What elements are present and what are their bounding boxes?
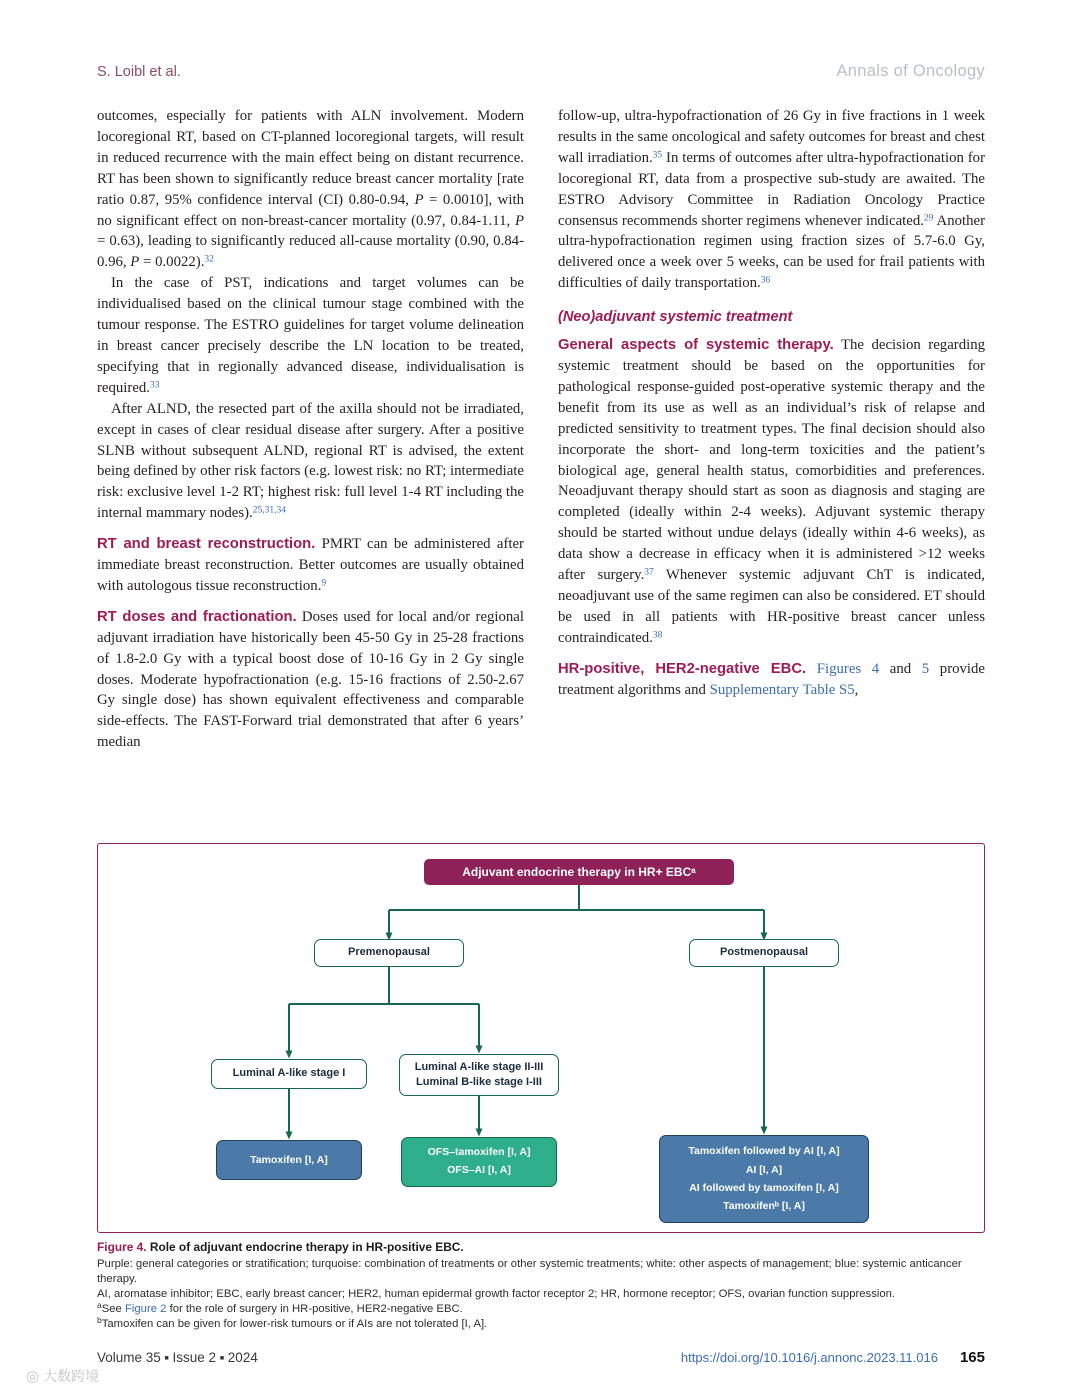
flow-node-line: AI followed by tamoxifen [I, A] (689, 1182, 839, 1194)
flow-node-line: Luminal A-like stage II-III (414, 1060, 544, 1073)
text-segment: RT doses and fractionation. (97, 608, 297, 625)
flow-node-luminal-a-stage1 (211, 1059, 367, 1089)
page-footer (97, 1349, 985, 1366)
flow-node-line: OFS–tamoxifen [I, A] (427, 1146, 531, 1159)
paragraph-general-aspects: General aspects of systemic therapy. The decision regarding systemic treatment should be based on the opportunities for pathological response-guided post-operative systemic therapy and the benefit from its use as well as an individual’s risk of relapse and predicted sensitivity to treatment types. The final decision should also incorporate the short- and long-term toxicities and the patient’s biological age, general health status, comorbidities and preferences. Neoadjuvant therapy should start as soon as diagnosis and staging are completed (ideally within 2-4 weeks). Adjuvant systemic therapy should be started without undue delays (ideally within 4-6 weeks), as data show a decrease in efficacy when it is administered >12 weeks after surgery.$^{37}$ Whenever systemic adjuvant ChT is indicated, neoadjuvant use of the same regimen can also be considered. ET should be used in all patients with HR-positive breast cancer unless contraindicated.$^{38}$ (558, 337, 985, 646)
right-column (558, 106, 985, 700)
watermark (26, 1366, 99, 1386)
citation-ref[interactable]: 37 (644, 567, 654, 578)
inline-link[interactable]: Supplementary Table S5 (709, 681, 855, 698)
flow-node-line: AI [I, A] (745, 1163, 783, 1176)
watermark-text: 大数跨境 (43, 1368, 100, 1384)
text-segment: P (130, 254, 140, 271)
text-segment: General aspects of systemic therapy. (558, 337, 834, 354)
flow-node-label: Adjuvant endocrine therapy in HR+ EBCᵃ (462, 865, 696, 879)
citation-ref[interactable]: 35 (652, 150, 663, 161)
paragraph-rt-doses-fractionation: RT doses and fractionation. Doses used for local and/or regional adjuvant irradiation have historically been 45-50 Gy in 25-28 fractions of 1.8-2.0 Gy with a typical boost dose of 10-16 Gy in 2 Gy single doses. Moderate hypofractionation (e.g. 15-16 fractions of 2.50-2.67 Gy single dose) has shown equivalent effectiveness and comparable side-effects. The FAST-Forward trial demonstrated that after 6 years’ median (97, 608, 524, 751)
page-number: 165 (959, 1349, 985, 1366)
text-segment: Role of adjuvant endocrine therapy in HR-positive EBC. (146, 1240, 464, 1254)
flow-node-line: Luminal B-like stage I-III (416, 1076, 542, 1088)
citation-ref[interactable]: 25,31,34 (252, 505, 286, 516)
citation-ref[interactable]: 29 (923, 213, 934, 224)
citation-ref[interactable]: 33 (150, 380, 160, 391)
doi-link[interactable]: https://doi.org/10.1016/j.annonc.2023.11.016 (680, 1350, 938, 1365)
watermark-logo-icon: ◎ (26, 1368, 40, 1385)
flow-node-label: Luminal A-like stage I (232, 1067, 346, 1080)
paragraph: follow-up, ultra-hypofractionation of 26 Gy in five fractions in 1 week results in the same oncological and safety outcomes for breast and chest wall irradiation.$^{35}$ In terms of outcomes after ultra-hypofractionation for locoregional RT, data from a prospective sub-study are awaited. The ESTRO Advisory Committee in Radiation Oncology Practice consensus recommends shorter regimens whenever indicated.$^{29}$ Another ultra-hypofractionation regimen using fraction sizes of 5.7-6.0 Gy, delivered once a week over 5 weeks, can be used for frail patients with difficulties of daily transportation.$^{36}$ (558, 108, 986, 292)
inline-link[interactable]: Figures 4 (816, 660, 880, 677)
paragraph-hr-positive-her2-negative: HR-positive, HER2-negative EBC. Figures 4 and 5 provide treatment algorithms and Supplementary Table S5, (558, 660, 985, 698)
citation-ref[interactable]: 36 (760, 275, 771, 286)
figure-4-flowchart (97, 843, 985, 1233)
footer-right (681, 1349, 985, 1366)
inline-link[interactable]: 5 (921, 660, 930, 677)
flow-node-line: OFS–AI [I, A] (447, 1164, 511, 1176)
journal-name: Annals of Oncology (836, 62, 985, 80)
inline-link[interactable]: Figure 2 (124, 1303, 167, 1315)
text-segment: P (414, 191, 424, 208)
text-segment: b (97, 1315, 102, 1325)
citation-ref[interactable]: 38 (652, 630, 663, 641)
text-segment: P (514, 212, 524, 229)
text-segment: HR-positive, HER2-negative EBC. (558, 660, 807, 677)
paragraph: In the case of PST, indications and target volumes can be individualised based on the clinical tumour stage combined with the tumour response. The ESTRO guidelines for target volume delineation in breast cancer precisely describe the LN location to be treated, specifying that in regionally advanced disease, individualisation is required.$^{33}$ (97, 275, 524, 396)
figure-caption-legend: Purple: general categories or stratification; turquoise: combination of treatments or other systemic treatments; white: other aspects of management; blue: systemic anticancer therapy. (97, 1258, 962, 1285)
flow-node-label: Premenopausal (348, 946, 430, 959)
flow-node-line: Tamoxifenᵇ [I, A] (723, 1200, 805, 1213)
text-segment: ■ (219, 1355, 225, 1362)
paragraph-rt-breast-reconstruction: RT and breast reconstruction. PMRT can be administered after immediate breast reconstruction. Better outcomes are usually obtained with autologous tissue reconstruction.$^9$ (97, 536, 524, 594)
figure-caption-title (97, 1240, 986, 1255)
section-heading-neoadjuvant: (Neo)adjuvant systemic treatment (558, 309, 793, 326)
flow-node-luminal-a23-b13 (399, 1054, 559, 1096)
text-segment: ■ (164, 1355, 169, 1362)
volume-issue-info: Volume 35 ■ Issue 2 ■ 2024 (97, 1350, 258, 1365)
flow-node-postmenopausal (689, 939, 839, 967)
paragraph: After ALND, the resected part of the axilla should not be irradiated, except in cases of clear residual disease after surgery. After a positive SLNB without subsequent ALND, regional RT is advised, the extent being defined by other risk factors (e.g. lowest risk: no RT; intermediate risk: exclusive level 1-2 RT; highest risk: full level 1-4 RT including the internal mammary nodes).$^{25,31,34}$ (97, 400, 524, 522)
flow-node-postmenopausal-options (659, 1135, 869, 1223)
paragraph: outcomes, especially for patients with ALN involvement. Modern locoregional RT, based on CT-planned locoregional targets, will result in reduced recurrence with the main effect being on distant recurrence. RT has been shown to significantly reduce breast cancer mortality [rate ratio 0.87, 95% confidence interval (CI) 0.80-0.94, P = 0.0010], with no significant effect on non-breast-cancer mortality (0.97, 0.84-1.11, P = 0.63), leading to significantly reduced all-cause mortality (0.90, 0.84-0.96, P = 0.0022).$^{32}$ (97, 108, 524, 271)
flow-node-ofs (401, 1137, 557, 1187)
flow-node-tamoxifen (216, 1140, 362, 1180)
figure-caption-footnote-a: $^a$See Figure 2 for the role of surgery in HR-positive, HER2-negative EBC. (97, 1300, 463, 1315)
text-segment: a (97, 1300, 102, 1310)
page-header (97, 62, 985, 81)
citation-ref[interactable]: 9 (321, 578, 327, 589)
text-segment: Figure 4. (97, 1240, 147, 1254)
flow-node-root (424, 859, 734, 885)
text-segment: RT and breast reconstruction. (97, 536, 316, 553)
flow-node-premenopausal (314, 939, 464, 967)
flow-node-label: Tamoxifen [I, A] (250, 1153, 328, 1166)
flow-node-label: Postmenopausal (719, 946, 809, 959)
citation-ref[interactable]: 32 (204, 254, 214, 265)
figure-caption-abbreviations: AI, aromatase inhibitor; EBC, early breast cancer; HER2, human epidermal growth factor receptor 2; HR, hormone receptor; OFS, ovarian function suppression. (97, 1288, 896, 1300)
flow-node-line: Tamoxifen followed by AI [I, A] (688, 1145, 840, 1158)
figure-caption (97, 1240, 986, 1332)
figure-caption-footnote-b: $^b$Tamoxifen can be given for lower-risk tumours or if AIs are not tolerated [I, A]. (97, 1315, 488, 1330)
running-authors: S. Loibl et al. (97, 64, 181, 80)
left-column (97, 106, 524, 753)
